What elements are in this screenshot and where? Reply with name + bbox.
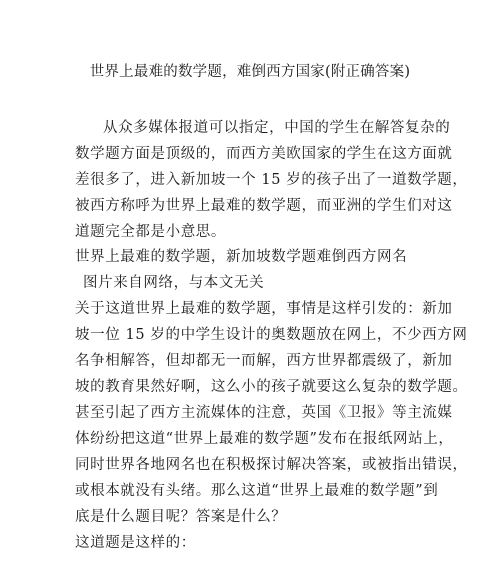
subheading: 世界上最难的数学题，新加坡数学题难倒西方网名	[75, 249, 408, 265]
body-line: 坡的教育果然好啊，这么小的孩子就要这么复杂的数学题。	[75, 379, 468, 395]
image-caption: 图片来自网络，与本文无关	[83, 275, 265, 291]
intro-line: 差很多了，进入新加坡一个 15 岁的孩子出了一道数学题，	[75, 172, 468, 188]
body-line: 同时世界各地网名也在积极探讨解决答案，或被指出错误，	[75, 457, 468, 473]
body-line: 底是什么题目呢？答案是什么？	[75, 509, 287, 525]
body-line: 甚至引起了西方主流媒体的注意，英国《卫报》等主流媒	[75, 405, 453, 421]
body-line: 或根本就没有头绪。那么这道“世界上最难的数学题”到	[75, 483, 439, 499]
body-line: 这道题是这样的：	[75, 535, 196, 551]
intro-line: 数学题方面是顶级的，而西方美欧国家的学生在这方面就	[75, 146, 453, 162]
intro-line: 被西方称呼为世界上最难的数学题，而亚洲的学生们对这	[75, 198, 453, 214]
body-line: 关于这道世界上最难的数学题，事情是这样引发的：新加	[75, 301, 453, 317]
article-title: 世界上最难的数学题，难倒西方国家(附正确答案)	[89, 64, 411, 80]
intro-line: 从众多媒体报道可以指定，中国的学生在解答复杂的	[103, 120, 451, 136]
body-line: 体纷纷把这道“世界上最难的数学题”发布在报纸网站上，	[75, 431, 454, 447]
body-line: 名争相解答，但却都无一而解，西方世界都震级了，新加	[75, 353, 453, 369]
intro-line: 道题完全都是小意思。	[75, 224, 226, 240]
body-line: 坡一位 15 岁的中学生设计的奥数题放在网上，不少西方网	[75, 327, 468, 343]
